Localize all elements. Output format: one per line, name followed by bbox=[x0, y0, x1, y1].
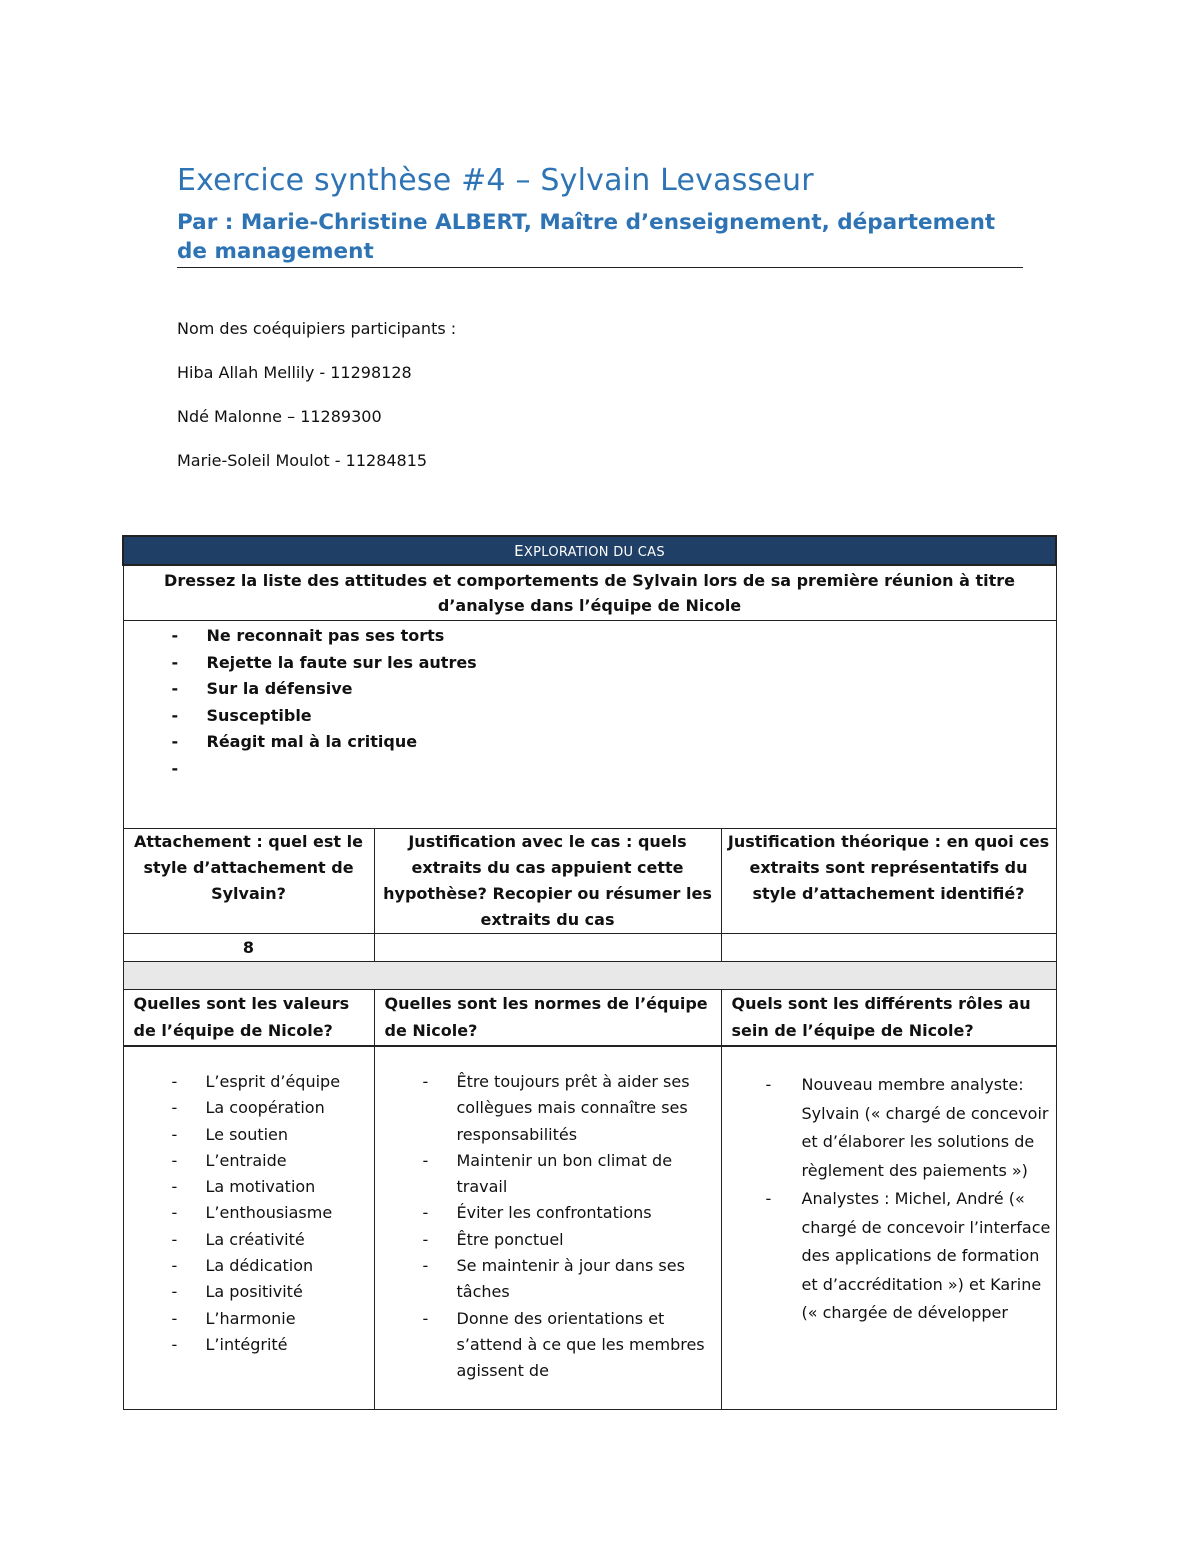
team-norms-header: Quelles sont les normes de l’équipe de Nicole? bbox=[374, 990, 721, 1047]
list-item: - Rejette la faute sur les autres bbox=[171, 652, 477, 672]
list-item: - Maintenir un bon climat de travail bbox=[422, 1150, 673, 1197]
list-item: - Sur la défensive bbox=[171, 679, 353, 698]
list-item: - L’esprit d’équipe bbox=[171, 1072, 341, 1091]
team-member: Hiba Allah Mellily - 11298128 bbox=[177, 363, 412, 382]
team-members-block bbox=[177, 318, 456, 494]
attitudes-list bbox=[124, 623, 1056, 782]
team-roles-list bbox=[722, 1071, 1056, 1328]
team-roles-cell[interactable] bbox=[721, 1046, 1056, 1410]
case-justification-answer[interactable] bbox=[374, 934, 721, 962]
list-item: - Le soutien bbox=[171, 1124, 289, 1144]
list-item: - L’entraide bbox=[171, 1150, 287, 1170]
team-values-list bbox=[124, 1069, 374, 1358]
team-member: Marie-Soleil Moulot - 11284815 bbox=[177, 451, 428, 470]
list-item: - La dédication bbox=[171, 1256, 314, 1276]
team-roles-header: Quels sont les différents rôles au sein de l’équipe de Nicole? bbox=[721, 990, 1056, 1047]
list-item: - La créativité bbox=[171, 1229, 305, 1249]
list-item: - bbox=[171, 758, 179, 778]
team-values-cell[interactable] bbox=[123, 1046, 374, 1410]
team-norms-list bbox=[375, 1069, 721, 1385]
team-values-header: Quelles sont les valeurs de l’équipe de Nicole? bbox=[123, 990, 374, 1047]
list-item: - Analystes : Michel, André (« chargé de concevoir l’interface des applications de formation et d’accréditation ») et Karine (« chargée de développer bbox=[765, 1189, 1051, 1322]
list-item: - Ne reconnait pas ses torts bbox=[171, 626, 445, 645]
list-item: - Susceptible bbox=[171, 705, 312, 725]
team-members-label: Nom des coéquipiers participants : bbox=[177, 319, 457, 338]
theory-justification-answer[interactable] bbox=[721, 934, 1056, 962]
list-item: - Être ponctuel bbox=[422, 1229, 564, 1249]
attachment-style-header: Attachement : quel est le style d’attachement de Sylvain? bbox=[123, 829, 374, 934]
list-item: - Donne des orientations et s’attend à ce que les membres agissent de bbox=[422, 1308, 705, 1381]
case-justification-header: Justification avec le cas : quels extraits du cas appuient cette hypothèse? Recopier ou résumer les extraits du cas bbox=[374, 829, 721, 934]
list-item: - L’harmonie bbox=[171, 1308, 296, 1328]
list-item: - Nouveau membre analyste: Sylvain (« chargé de concevoir et d’élaborer les solutions de règlement des paiements ») bbox=[765, 1075, 1049, 1180]
list-item: - La motivation bbox=[171, 1177, 316, 1197]
list-item: - L’enthousiasme bbox=[171, 1203, 333, 1223]
case-exploration-table bbox=[122, 535, 1057, 1410]
document-title: Exercice synthèse #4 – Sylvain Levasseur bbox=[177, 163, 814, 198]
section-header: EXPLORATION DU CAS bbox=[123, 536, 1056, 565]
list-item: - Éviter les confrontations bbox=[422, 1203, 652, 1223]
attitudes-cell[interactable] bbox=[123, 621, 1056, 829]
team-norms-cell[interactable] bbox=[374, 1046, 721, 1410]
list-item: - L’intégrité bbox=[171, 1334, 288, 1354]
team-member: Ndé Malonne – 11289300 bbox=[177, 407, 382, 426]
list-item: - La coopération bbox=[171, 1098, 325, 1118]
attitudes-question: Dressez la liste des attitudes et comportements de Sylvain lors de sa première réunion à titre d’analyse dans l’équipe de Nicole bbox=[123, 565, 1056, 621]
list-item: - Réagit mal à la critique bbox=[171, 732, 418, 751]
attachment-style-answer[interactable]: 8 bbox=[123, 934, 374, 962]
separator-row bbox=[123, 962, 1056, 990]
list-item: - Se maintenir à jour dans ses tâches bbox=[422, 1256, 685, 1302]
document-subtitle: Par : Marie-Christine ALBERT, Maître d’enseignement, département de management bbox=[177, 208, 1023, 268]
theory-justification-header: Justification théorique : en quoi ces extraits sont représentatifs du style d’attachement identifié? bbox=[721, 829, 1056, 934]
list-item: - La positivité bbox=[171, 1282, 303, 1302]
list-item: - Être toujours prêt à aider ses collègues mais connaître ses responsabilités bbox=[422, 1072, 690, 1144]
